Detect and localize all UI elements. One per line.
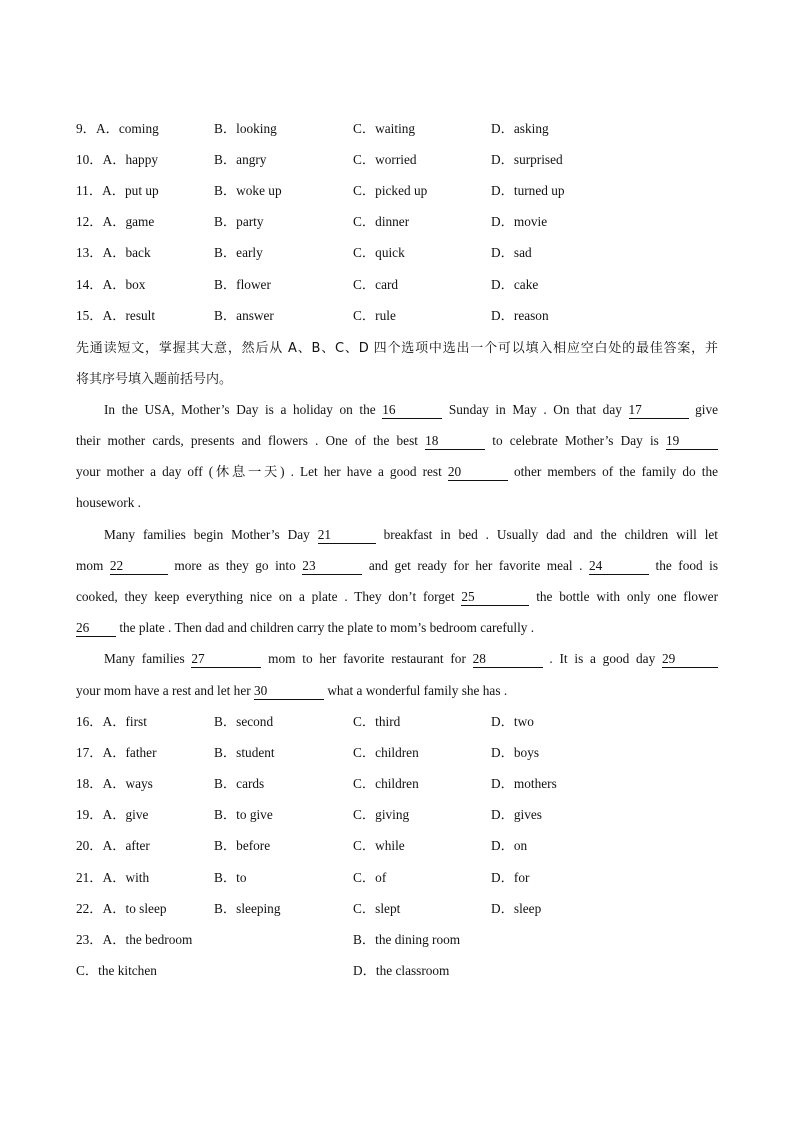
option-22-d[interactable]: D．sleep <box>491 900 542 916</box>
option-17-d[interactable]: D．boys <box>491 745 540 761</box>
option-18-b[interactable]: B．cards <box>214 776 265 792</box>
passage-p2-line-1: Many families begin Mother’s Day 21 breakfast in bed . Usually dad and the children will let <box>104 527 719 542</box>
blank-28: 28 <box>473 651 543 668</box>
blank-30: 30 <box>254 683 324 700</box>
option-15-a[interactable]: 15．A．result <box>76 307 156 323</box>
blank-21: 21 <box>318 527 376 544</box>
question-row-18 <box>0 774 794 794</box>
option-16-c[interactable]: C．third <box>353 714 401 729</box>
option-14-d[interactable]: D．cake <box>491 276 539 292</box>
option-10-a[interactable]: 10．A．happy <box>76 152 158 168</box>
option-16-b[interactable]: B．second <box>214 714 274 729</box>
option-22-a[interactable]: 22．A．to sleep <box>76 900 167 916</box>
passage-p2-line-4: 26 the plate . Then dad and children carry the plate to mom’s bedroom carefully . <box>76 620 535 635</box>
option-13-c[interactable]: C．quick <box>353 245 405 261</box>
question-row-16 <box>0 712 794 732</box>
option-19-a[interactable]: 19．A．give <box>76 807 149 823</box>
blank-25: 25 <box>461 589 529 606</box>
blank-20: 20 <box>448 464 508 481</box>
passage-p2-line-2: mom 22 more as they go into 23 and get ready for her favorite meal . 24 the food is <box>76 558 719 573</box>
option-13-d[interactable]: D．sad <box>491 245 532 261</box>
option-20-a[interactable]: 20．A．after <box>76 838 150 854</box>
question-row-20 <box>0 836 794 856</box>
question-row-9 <box>0 119 794 139</box>
option-11-d[interactable]: D．turned up <box>491 183 565 199</box>
option-14-a[interactable]: 14．A．box <box>76 276 146 292</box>
option-13-a[interactable]: 13．A．back <box>76 245 151 261</box>
blank-16: 16 <box>382 402 442 419</box>
passage-p3-line-1: Many families 27 mom to her favorite restaurant for 28 . It is a good day 29 <box>104 649 718 669</box>
option-23-a[interactable]: 23．A．the bedroom <box>76 932 193 947</box>
option-16-a[interactable]: 16．A．first <box>76 714 147 729</box>
option-21-d[interactable]: D．for <box>491 869 530 885</box>
option-19-b[interactable]: B．to give <box>214 807 273 823</box>
option-10-b[interactable]: B．angry <box>214 152 267 168</box>
option-22-b[interactable]: B．sleeping <box>214 900 281 916</box>
option-21-b[interactable]: B．to <box>214 869 247 885</box>
option-12-b[interactable]: B．party <box>214 214 264 230</box>
blank-26: 26 <box>76 620 116 637</box>
instruction-line-2: 将其序号填入题前括号内。 <box>76 372 233 387</box>
question-row-10 <box>0 150 794 170</box>
option-20-b[interactable]: B．before <box>214 838 271 854</box>
passage-p1-line-1: In the USA, Mother’s Day is a holiday on the 16 Sunday in May . On that day 17 give <box>104 402 719 417</box>
option-11-c[interactable]: C．picked up <box>353 183 428 199</box>
option-20-d[interactable]: D．on <box>491 838 528 854</box>
passage-p1-line-4: housework . <box>76 495 141 510</box>
blank-18: 18 <box>425 433 485 450</box>
blank-24: 24 <box>589 558 649 575</box>
option-13-b[interactable]: B．early <box>214 245 263 261</box>
option-20-c[interactable]: C．while <box>353 838 405 854</box>
option-18-c[interactable]: C．children <box>353 776 419 792</box>
instruction-line-1: 先通读短文，掌握其大意，然后从 A、B、C、D 四个选项中选出一个可以填入相应空白处的最佳答案，并 <box>76 341 718 356</box>
question-row-12 <box>0 212 794 232</box>
question-row-23 <box>0 930 794 950</box>
blank-29: 29 <box>662 651 718 668</box>
option-9-d[interactable]: D．asking <box>491 121 549 136</box>
option-19-d[interactable]: D．gives <box>491 807 542 823</box>
option-23-d[interactable]: D．the classroom <box>353 963 450 978</box>
option-18-d[interactable]: D．mothers <box>491 776 557 792</box>
option-22-c[interactable]: C．slept <box>353 900 401 916</box>
option-12-c[interactable]: C．dinner <box>353 214 410 230</box>
blank-19: 19 <box>666 433 718 450</box>
question-row-21 <box>0 868 794 888</box>
option-9-c[interactable]: C．waiting <box>353 121 416 136</box>
option-23-c[interactable]: C．the kitchen <box>76 963 157 978</box>
passage-p3-line-2: your mom have a rest and let her 30 what a wonderful family she has . <box>76 683 508 698</box>
passage-p2-line-3: cooked, they keep everything nice on a plate . They don’t forget 25 the bottle with only one flower <box>76 589 718 604</box>
blank-27: 27 <box>191 651 261 668</box>
question-row-14 <box>0 275 794 295</box>
question-row-19 <box>0 805 794 825</box>
passage-p1-line-2: their mother cards, presents and flowers . One of the best 18 to celebrate Mother’s Day is 19 <box>76 431 718 451</box>
option-16-d[interactable]: D．two <box>491 714 534 729</box>
blank-22: 22 <box>110 558 168 575</box>
question-row-15 <box>0 306 794 326</box>
option-17-b[interactable]: B．student <box>214 745 275 761</box>
option-11-a[interactable]: 11．A．put up <box>76 183 159 199</box>
option-15-b[interactable]: B．answer <box>214 307 274 323</box>
question-row-17 <box>0 743 794 763</box>
option-12-a[interactable]: 12．A．game <box>76 214 155 230</box>
passage-p1-line-3: your mother a day off (休息一天) . Let her have a good rest 20 other members of the family do the <box>76 464 718 479</box>
question-row-13 <box>0 243 794 263</box>
option-15-c[interactable]: C．rule <box>353 307 396 323</box>
option-21-a[interactable]: 21．A．with <box>76 869 150 885</box>
option-12-d[interactable]: D．movie <box>491 214 548 230</box>
option-14-c[interactable]: C．card <box>353 276 399 292</box>
option-19-c[interactable]: C．giving <box>353 807 410 823</box>
option-15-d[interactable]: D．reason <box>491 307 549 323</box>
option-9-a[interactable]: 9．A．coming <box>76 121 159 136</box>
blank-17: 17 <box>629 402 689 419</box>
option-23-b[interactable]: B．the dining room <box>353 932 461 947</box>
blank-23: 23 <box>302 558 362 575</box>
option-18-a[interactable]: 18．A．ways <box>76 776 153 792</box>
option-10-c[interactable]: C．worried <box>353 152 417 168</box>
question-row-22 <box>0 899 794 919</box>
option-21-c[interactable]: C．of <box>353 869 387 885</box>
option-14-b[interactable]: B．flower <box>214 276 271 292</box>
option-17-a[interactable]: 17．A．father <box>76 745 157 761</box>
question-row-23-cont <box>0 961 794 981</box>
option-10-d[interactable]: D．surprised <box>491 152 563 168</box>
option-9-b[interactable]: B．looking <box>214 121 277 136</box>
question-row-11 <box>0 181 794 201</box>
option-11-b[interactable]: B．woke up <box>214 183 282 199</box>
option-17-c[interactable]: C．children <box>353 745 419 761</box>
